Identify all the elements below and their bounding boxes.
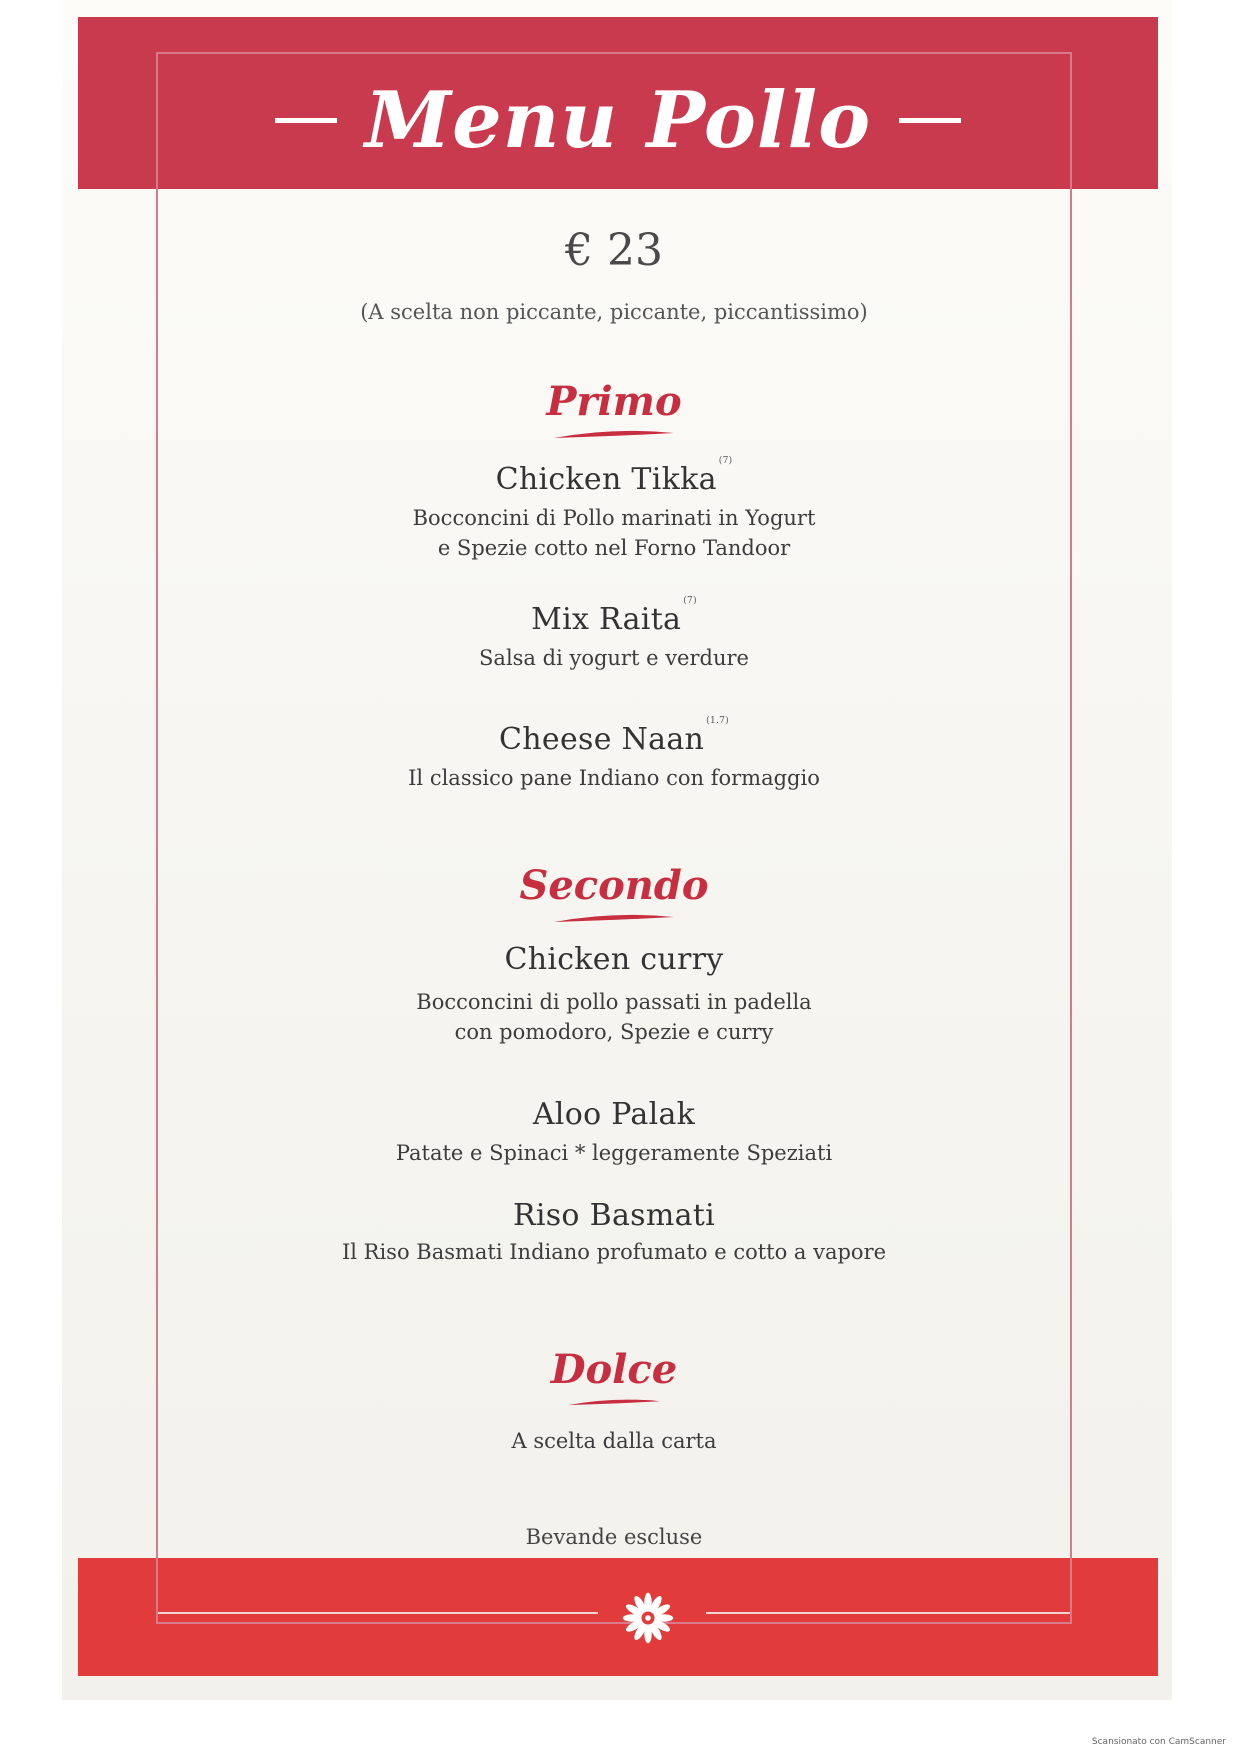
item-name: Aloo Palak [532, 1097, 696, 1132]
item-name: Mix Raita [531, 602, 682, 637]
section-dolce [156, 1346, 1072, 1409]
item-name: Chicken Tikka [495, 462, 717, 497]
item-desc-line: Bocconcini di Pollo marinati in Yogurt [412, 506, 816, 530]
footer-rule-right [706, 1612, 1070, 1614]
item-desc-line: e Spezie cotto nel Forno Tandoor [437, 536, 791, 560]
swash-underline [549, 911, 679, 925]
allergen-code: (7) [683, 596, 697, 606]
item-desc-line: Bocconcini di pollo passati in padella [416, 990, 812, 1014]
section-primo [156, 378, 1072, 441]
footer-rule-left [158, 1612, 598, 1614]
section-title-dolce: Dolce [550, 1346, 678, 1393]
allergen-code: (1.7) [706, 716, 729, 726]
mandala-flower-icon [620, 1590, 676, 1646]
menu-item [156, 1097, 1072, 1168]
header-title-row [78, 65, 1158, 175]
menu-item [156, 1198, 1072, 1267]
page-title: Menu Pollo [364, 74, 872, 166]
watermark: Scansionato con CamScanner [1091, 1737, 1226, 1747]
swash-underline [549, 427, 679, 441]
section-secondo [156, 862, 1072, 925]
item-desc-line: Salsa di yogurt e verdure [479, 646, 749, 670]
item-name: Chicken curry [504, 942, 724, 977]
menu-item [156, 596, 1072, 673]
item-name: Cheese Naan [499, 722, 705, 757]
footer-note: Bevande escluse [525, 1525, 703, 1549]
menu-item [156, 942, 1072, 1047]
title-dash-right [899, 118, 961, 123]
spice-note: (A scelta non piccante, piccante, piccantissimo) [360, 300, 868, 324]
menu-item [156, 456, 1072, 563]
item-desc-line: Patate e Spinaci * leggeramente Speziati [395, 1141, 833, 1165]
swash-underline [564, 1395, 664, 1409]
item-desc-line: Il classico pane Indiano con formaggio [408, 766, 820, 790]
item-desc-line: Il Riso Basmati Indiano profumato e cotto a vapore [341, 1240, 887, 1264]
section-title-secondo: Secondo [519, 862, 709, 909]
item-desc-line: con pomodoro, Spezie e curry [454, 1020, 774, 1044]
menu-price: € 23 [565, 225, 663, 276]
section-title-primo: Primo [546, 378, 682, 425]
menu-item [156, 716, 1072, 793]
allergen-code: (7) [718, 456, 733, 466]
dolce-desc: A scelta dalla carta [511, 1429, 717, 1453]
item-name: Riso Basmati [512, 1198, 716, 1233]
title-dash-left [275, 118, 337, 123]
